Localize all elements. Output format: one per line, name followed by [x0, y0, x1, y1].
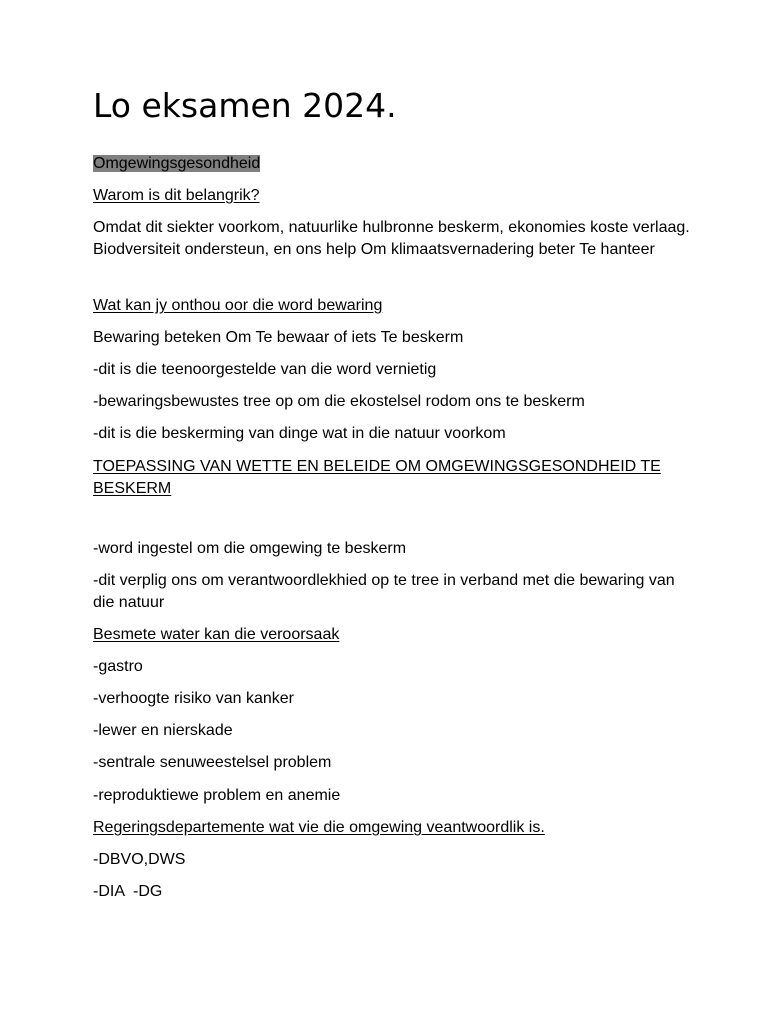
besmete-water-line: -verhoogte risiko van kanker: [93, 690, 294, 707]
besmete-water-line: -lewer en nierskade: [93, 722, 233, 739]
highlighted-heading-text: Omgewingsgesondheid: [93, 155, 261, 172]
departement-line: -DIA -DG: [93, 883, 163, 900]
question-heading-besmete-water: Besmete water kan die veroorsaak: [93, 626, 340, 643]
besmete-water-line: -sentrale senuweestelsel problem: [93, 754, 332, 771]
answer-paragraph-belangrik: Omdat dit siekter voorkom, natuurlike hulbronne beskerm, ekonomies koste verlaag. Biodversiteit ondersteun, en ons help Om klimaatsvernadering beter Te hanteer: [93, 219, 690, 258]
wette-line: -dit verplig ons om verantwoordlekhied op te tree in verband met die bewaring van die natuur: [93, 572, 675, 611]
bewaring-line: -dit is die teenoorgestelde van die word vernietig: [93, 361, 437, 378]
section-heading-omgewingsgesondheid: [93, 153, 693, 175]
bewaring-line: Bewaring beteken Om Te bewaar of iets Te beskerm: [93, 329, 464, 346]
section-heading-wette-beleide: TOEPASSING VAN WETTE EN BELEIDE OM OMGEWINGSGESONDHEID TE BESKERM: [93, 458, 661, 497]
besmete-water-line: -reproduktiewe problem en anemie: [93, 787, 341, 804]
question-heading-regeringsdepartemente: Regeringsdepartemente wat vie die omgewing veantwoordlik is.: [93, 819, 545, 836]
bewaring-line: -bewaringsbewustes tree op om die ekostelsel rodom ons te beskerm: [93, 393, 585, 410]
question-heading-belangrik: Warom is dit belangrik?: [93, 187, 260, 204]
bewaring-line: -dit is die beskerming van dinge wat in die natuur voorkom: [93, 425, 506, 442]
besmete-water-line: -gastro: [93, 658, 143, 675]
question-heading-bewaring: Wat kan jy onthou oor die word bewaring: [93, 297, 383, 314]
departement-line: -DBVO,DWS: [93, 851, 186, 868]
document-title: Lo eksamen 2024.: [93, 86, 397, 125]
wette-line: -word ingestel om die omgewing te beskerm: [93, 540, 407, 557]
